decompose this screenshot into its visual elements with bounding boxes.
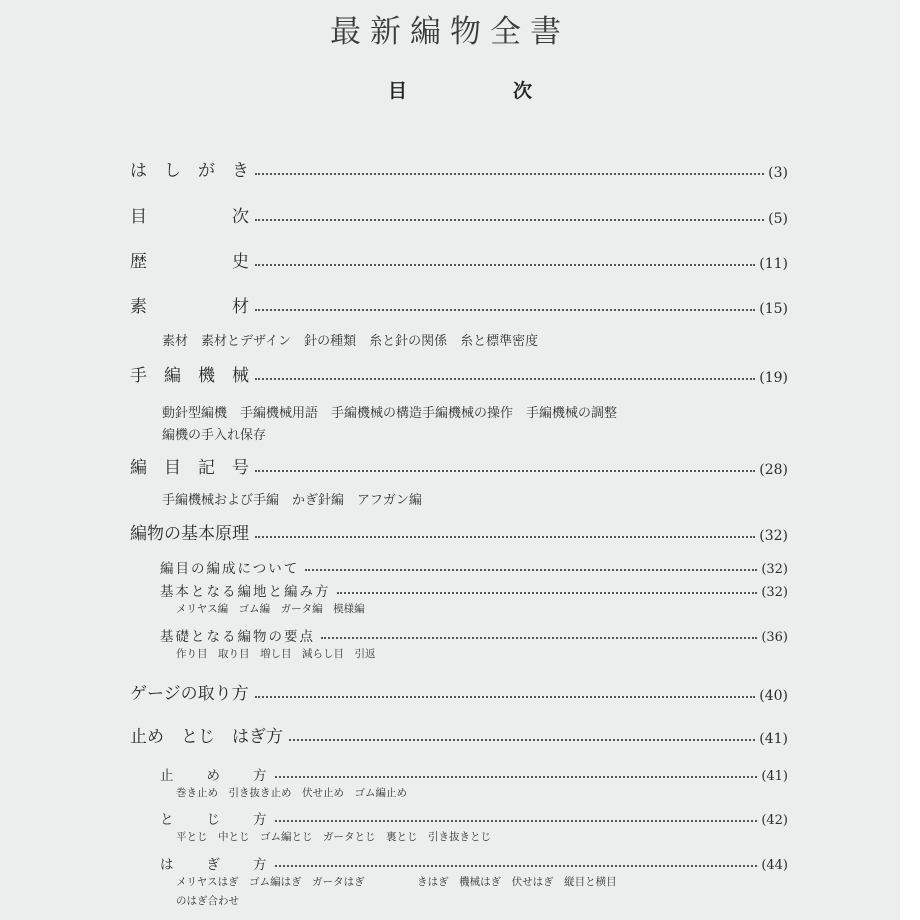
toc-entry-title: 止 め 方 (160, 768, 269, 784)
toc-entry-stitch-symbols[interactable] (130, 454, 788, 478)
toc-entry-page: (32) (761, 585, 788, 600)
dot-leader (275, 776, 758, 778)
toc-entry-key-points[interactable] (160, 621, 788, 645)
toc-entry-title: と じ 方 (160, 812, 269, 828)
dot-leader (255, 219, 764, 221)
toc-entry-title: 基礎となる編物の要点 (160, 629, 315, 645)
toc-subtopics: 動針型編機 手編機械用語 手編機械の構造手編機械の操作 手編機械の調整 (162, 406, 618, 421)
toc-entry-page: (19) (759, 370, 788, 386)
toc-entry-page: (11) (759, 256, 788, 272)
dot-leader (289, 739, 755, 741)
dot-leader (255, 264, 755, 266)
toc-entry-title: 目 次 (130, 207, 249, 227)
toc-subtopics: メリヤス編 ゴム編 ガータ編 模様編 (176, 603, 365, 615)
toc-subtopics: 巻き止め 引き抜き止め 伏せ止め ゴム編止め (176, 787, 407, 799)
toc-subtopics: 手編機械および手編 かぎ針編 アフガン編 (162, 493, 422, 508)
toc-entry-title: 歴 史 (130, 252, 249, 272)
toc-entry-page: (41) (761, 769, 788, 784)
toc-entry-preface[interactable] (130, 157, 788, 181)
toc-entry-title: 素 材 (130, 297, 249, 317)
dot-leader (255, 470, 755, 472)
toc-entry-page: (5) (768, 211, 788, 227)
toc-entry-page: (41) (759, 731, 788, 747)
toc-entry-page: (44) (761, 858, 788, 873)
toc-entry-basic-fabrics[interactable] (160, 576, 788, 600)
dot-leader (255, 696, 756, 698)
toc-entry-page: (36) (761, 630, 788, 645)
toc-entry-history[interactable] (130, 248, 788, 272)
toc-entry-title: 手 編 機 械 (130, 366, 249, 386)
dot-leader (305, 569, 757, 571)
dot-leader (255, 309, 755, 311)
dot-leader (275, 865, 758, 867)
toc-entry-page: (3) (768, 165, 788, 181)
toc-entry-page: (32) (759, 528, 788, 544)
toc-entry-basic-principles[interactable] (130, 520, 788, 544)
toc-entry-materials[interactable] (130, 293, 788, 317)
toc-entry-title: は し が き (130, 161, 249, 181)
toc-entry-contents[interactable] (130, 203, 788, 227)
toc-subtopics: 作り目 取り目 増し目 減らし目 引返 (176, 648, 376, 660)
dot-leader (255, 536, 755, 538)
toc-subtopics: のはぎ合わせ (176, 895, 239, 907)
toc-entry-gauge[interactable] (130, 680, 788, 704)
toc-entry-page: (28) (759, 462, 788, 478)
toc-entry-title: 基本となる編地と編み方 (160, 584, 331, 600)
dot-leader (255, 173, 764, 175)
toc-entry-title: は ぎ 方 (160, 857, 269, 873)
toc-entry-knitting-machines[interactable] (130, 362, 788, 386)
toc-subtopics: メリヤスはぎ ゴム編はぎ ガータはぎ きはぎ 機械はぎ 伏せはぎ 縦目と横目 (176, 876, 617, 888)
toc-entry-page: (32) (761, 562, 788, 577)
toc-heading-char-2: 次 (513, 80, 533, 102)
toc-entry-title: 編 目 記 号 (130, 458, 249, 478)
dot-leader (255, 378, 755, 380)
dot-leader (337, 592, 758, 594)
toc-subtopics: 平とじ 中とじ ゴム編とじ ガータとじ 裏とじ 引き抜きとじ (176, 831, 491, 843)
toc-entry-title: 編物の基本原理 (130, 524, 249, 544)
toc-heading-char-1: 目 (388, 80, 408, 102)
dot-leader (275, 820, 758, 822)
toc-entry-page: (15) (759, 301, 788, 317)
toc-entry-stitch-formation[interactable] (160, 553, 788, 577)
toc-entry-title: ゲージの取り方 (130, 684, 249, 704)
toc-entry-title: 編目の編成について (160, 561, 300, 577)
toc-entry-grafting[interactable] (160, 849, 788, 873)
toc-entry-seaming[interactable] (160, 804, 788, 828)
toc-subtopics: 編機の手入れ保存 (162, 428, 267, 443)
dot-leader (321, 637, 757, 639)
toc-entry-title: 止め とじ はぎ方 (130, 727, 283, 747)
toc-entry-binding-off[interactable] (160, 760, 788, 784)
toc-entry-page: (40) (759, 688, 788, 704)
toc-subtopics: 素材 素材とデザイン 針の種類 糸と針の関係 糸と標準密度 (162, 334, 539, 349)
book-title: 最新編物全書 (330, 14, 570, 50)
toc-entry-page: (42) (761, 813, 788, 828)
toc-entry-finishing[interactable] (130, 723, 788, 747)
